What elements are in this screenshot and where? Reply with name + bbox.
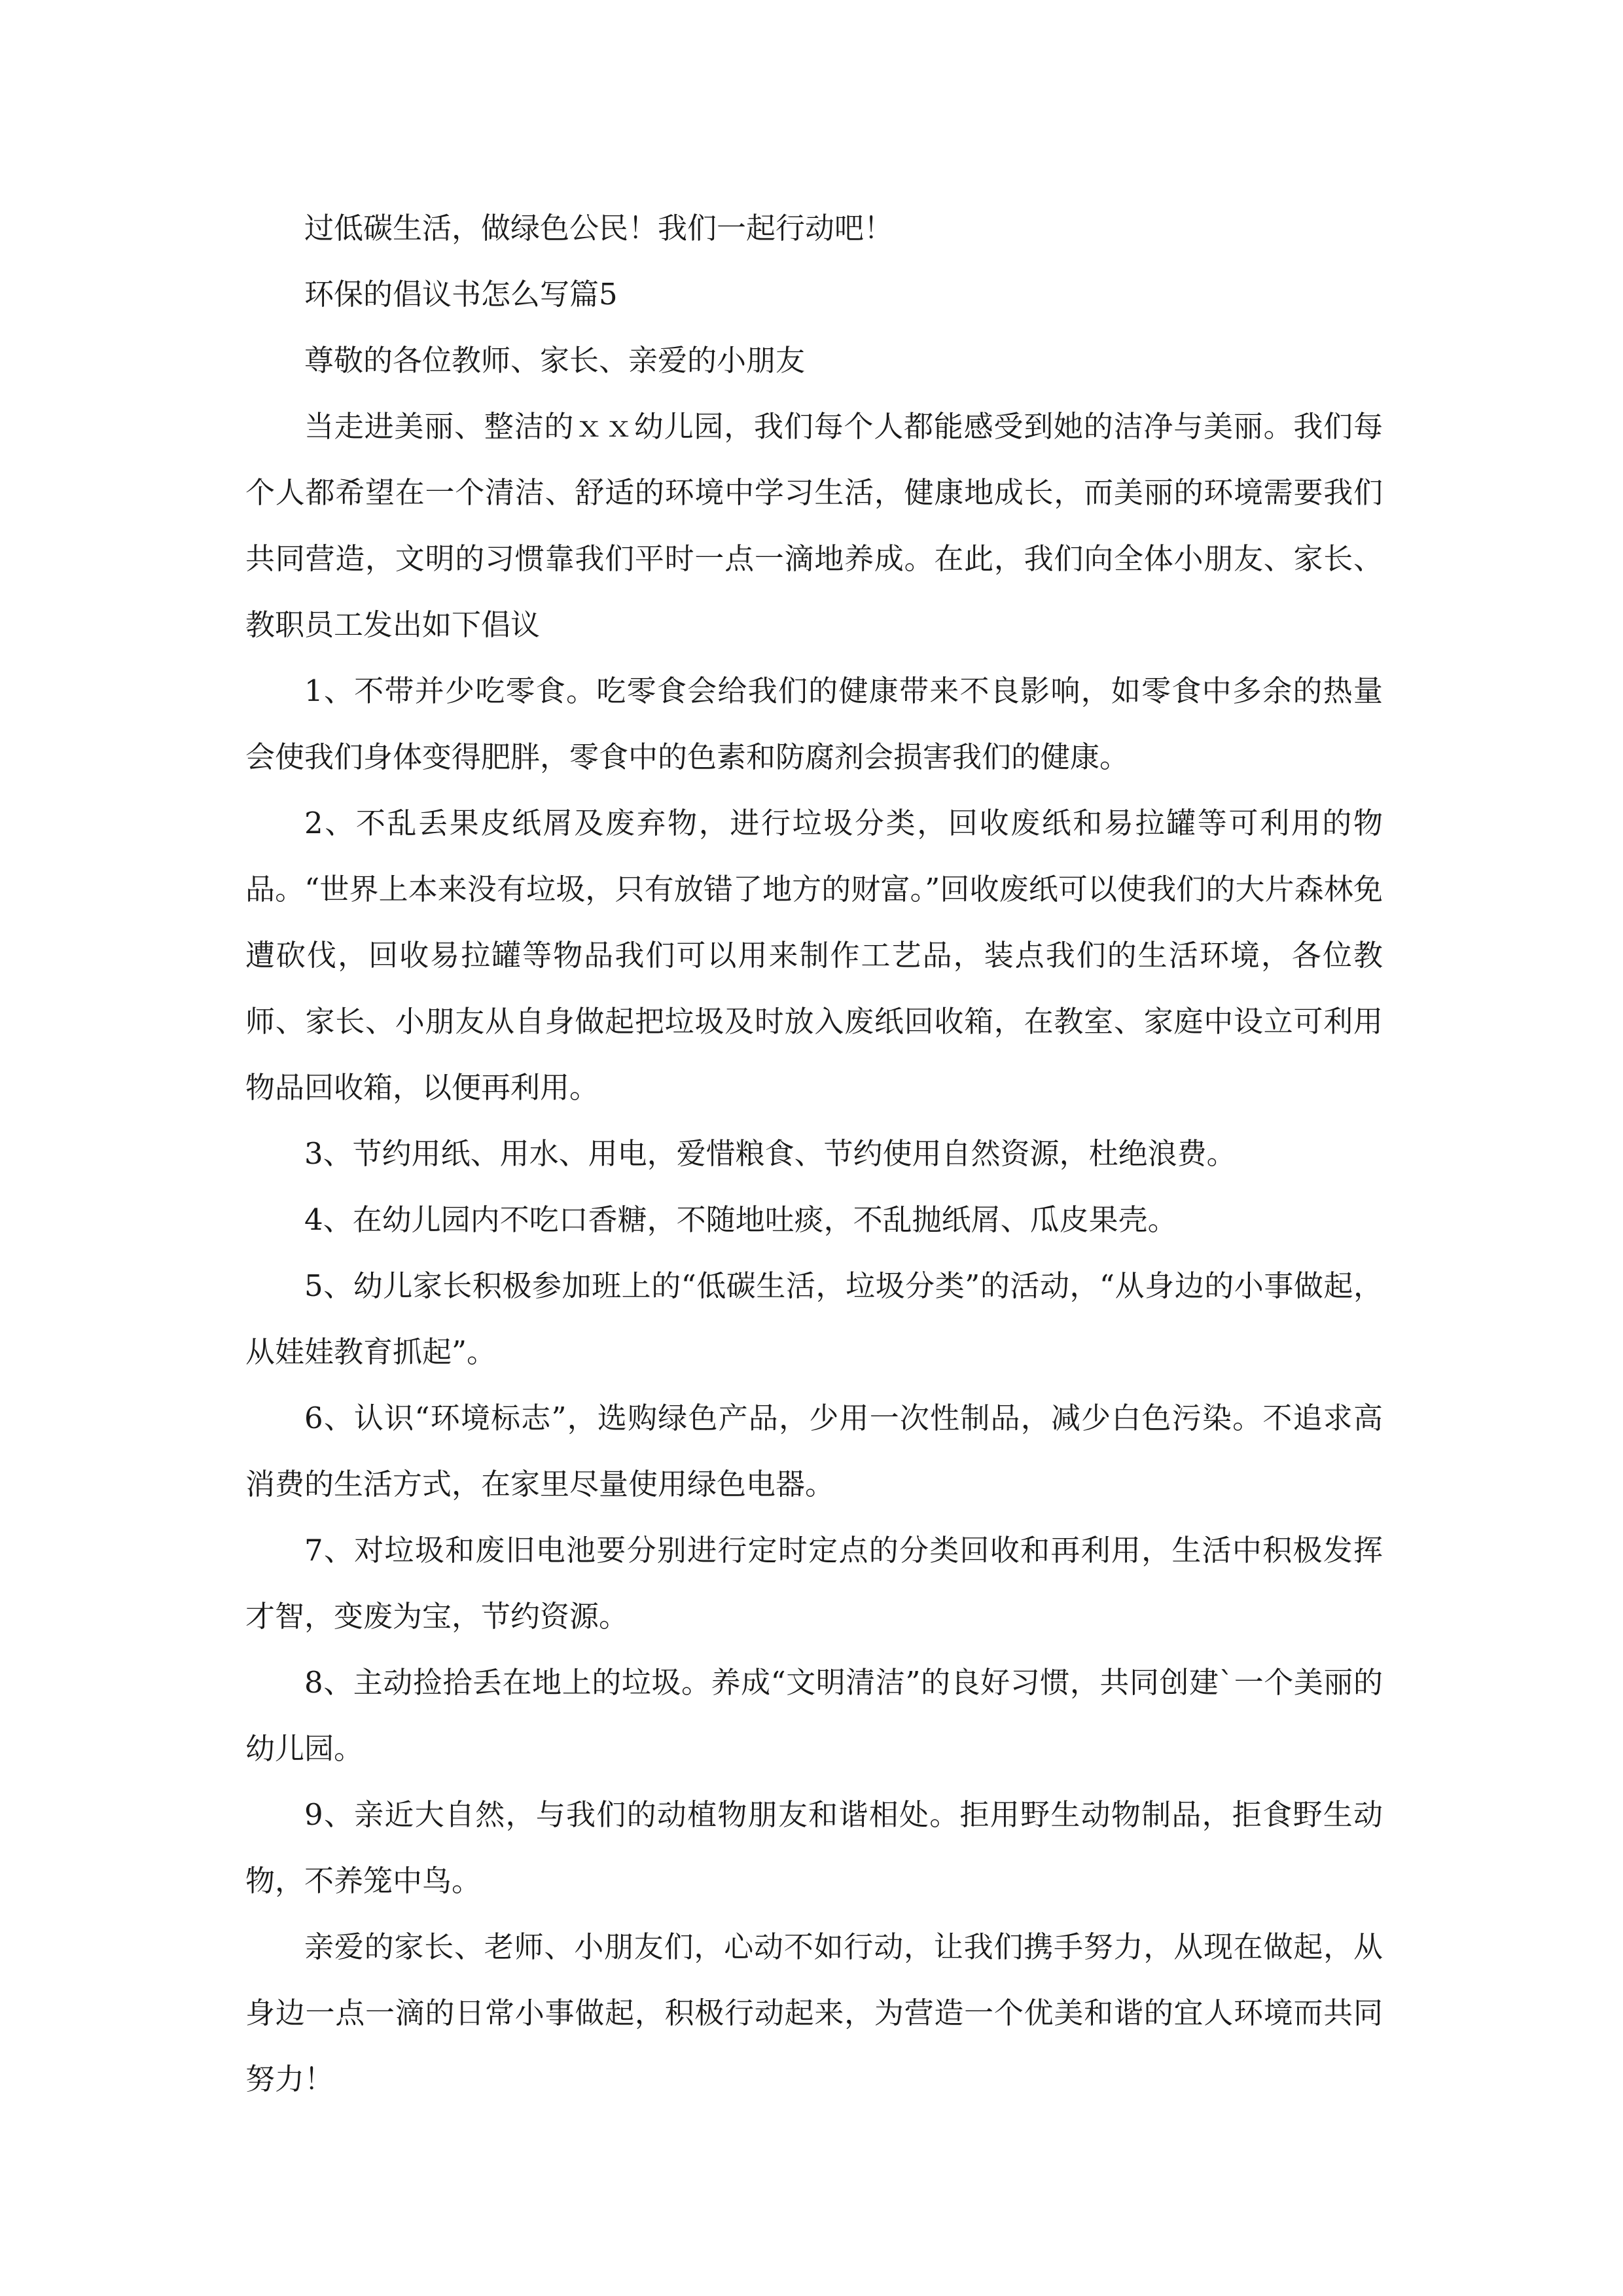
proposal-item-2: 2、不乱丢果皮纸屑及废弃物，进行垃圾分类，回收废纸和易拉罐等可利用的物品。“世界上本来没有垃圾，只有放错了地方的财富。”回收废纸可以使我们的大片森林免遭砍伐，回收易拉罐等物品我们可以用来制作工艺品，装点我们的生活环境，各位教师、家长、小朋友从自身做起把垃圾及时放入废纸回收箱，在教室、家庭中设立可利用物品回收箱，以便再利用。	[245, 806, 1383, 1105]
proposal-item-3: 3、节约用纸、用水、用电，爱惜粮食、节约使用自然资源，杜绝浪费。	[304, 1136, 1236, 1171]
proposal-item-7: 7、对垃圾和废旧电池要分别进行定时定点的分类回收和再利用，生活中积极发挥才智，变废为宝，节约资源。	[245, 1533, 1383, 1634]
proposal-item-5: 5、幼儿家长积极参加班上的“低碳生活，垃圾分类”的活动，“从身边的小事做起，从娃娃教育抓起”。	[245, 1268, 1383, 1369]
closing-paragraph: 亲爱的家长、老师、小朋友们，心动不如行动，让我们携手努力，从现在做起，从身边一点一滴的日常小事做起，积极行动起来，为营造一个优美和谐的宜人环境而共同努力！	[245, 1929, 1383, 2096]
intro-paragraph: 当走进美丽、整洁的ｘｘ幼儿园，我们每个人都能感受到她的洁净与美丽。我们每个人都希望在一个清洁、舒适的环境中学习生活，健康地成长，而美丽的环境需要我们共同营造，文明的习惯靠我们平时一点一滴地养成。在此，我们向全体小朋友、家长、教职员工发出如下倡议	[245, 409, 1383, 642]
proposal-item-9: 9、亲近大自然，与我们的动植物朋友和谐相处。拒用野生动物制品，拒食野生动物，不养笼中鸟。	[245, 1797, 1383, 1898]
document-body	[245, 195, 1383, 2112]
salutation: 尊敬的各位教师、家长、亲爱的小朋友	[304, 343, 806, 378]
proposal-item-8: 8、主动捡拾丢在地上的垃圾。养成“文明清洁”的良好习惯，共同创建`一个美丽的幼儿园。	[245, 1665, 1383, 1766]
proposal-item-4: 4、在幼儿园内不吃口香糖，不随地吐痰，不乱抛纸屑、瓜皮果壳。	[304, 1202, 1177, 1237]
proposal-item-1: 1、不带并少吃零食。吃零食会给我们的健康带来不良影响，如零食中多余的热量会使我们身体变得肥胖，零食中的色素和防腐剂会损害我们的健康。	[245, 673, 1383, 774]
proposal-item-6: 6、认识“环境标志”，选购绿色产品，少用一次性制品，减少白色污染。不追求高消费的生活方式，在家里尽量使用绿色电器。	[245, 1401, 1383, 1501]
section-heading: 环保的倡议书怎么写篇5	[304, 277, 618, 312]
closing-slogan: 过低碳生活，做绿色公民！我们一起行动吧！	[304, 211, 894, 245]
